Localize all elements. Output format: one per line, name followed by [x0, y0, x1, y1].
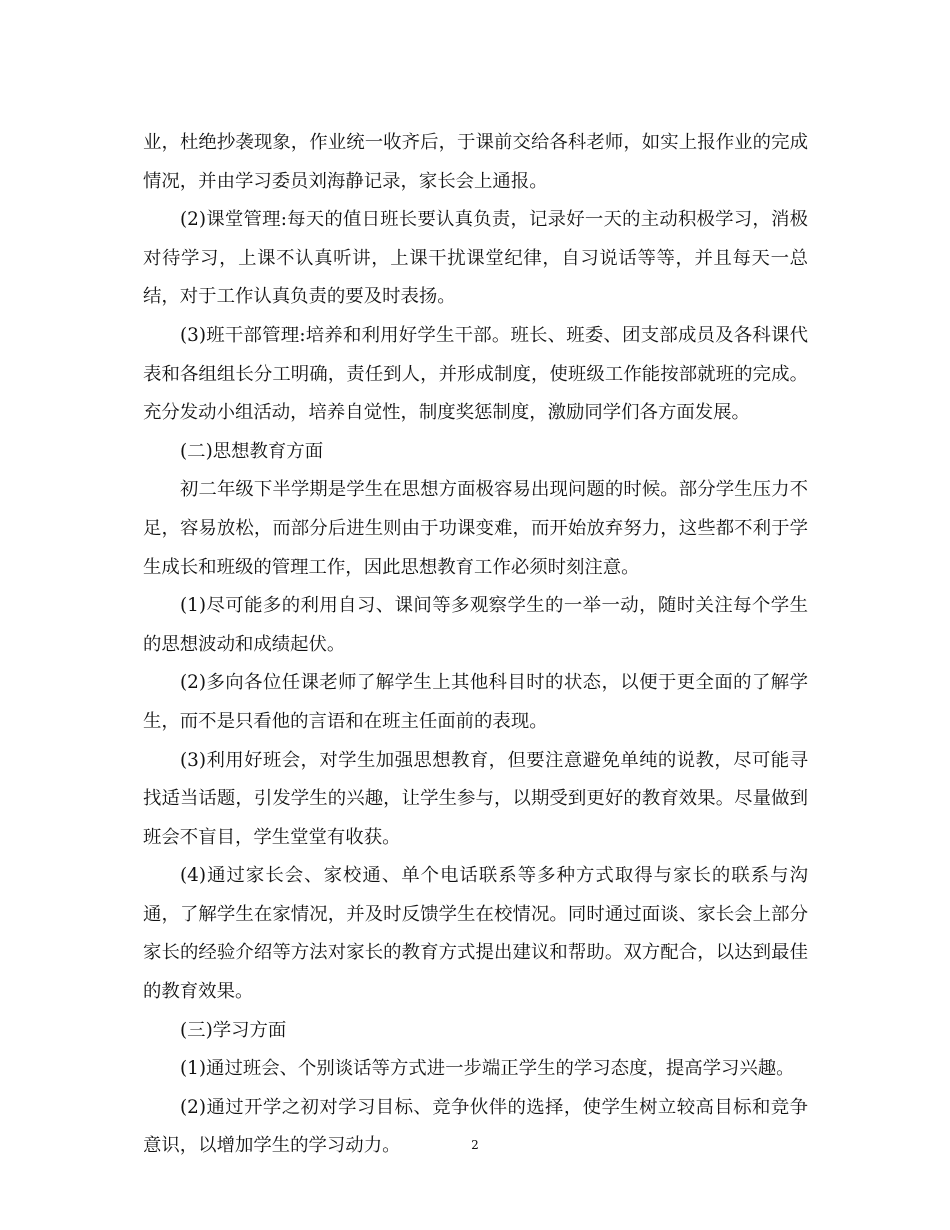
document-body — [143, 124, 808, 1166]
paragraph-classroom-management: (2)课堂管理:每天的值日班长要认真负责，记录好一天的主动积极学习，消极对待学习，上课不认真听讲，上课干扰课堂纪律，自习说话等等，并且每天一总结，对于工作认真负责的要及时表扬。 — [143, 209, 808, 308]
paragraph-homework-continued: 业，杜绝抄袭现象，作业统一收齐后，于课前交给各科老师，如实上报作业的完成情况，并由学习委员刘海静记录，家长会上通报。 — [143, 132, 808, 192]
section-heading-ideological-education: (二)思想教育方面 — [180, 440, 324, 462]
paragraph-ideological-intro: 初二年级下半学期是学生在思想方面极容易出现问题的时候。部分学生压力不足，容易放松，而部分后进生则由于功课变难，而开始放弃努力，这些都不利于学生成长和班级的管理工作，因此思想教育工作必须时刻注意。 — [143, 479, 808, 578]
paragraph-class-cadre-management: (3)班干部管理:培养和利用好学生干部。班长、班委、团支部成员及各科课代表和各组组长分工明确，责任到人，并形成制度，使班级工作能按部就班的完成。充分发动小组活动，培养自觉性，制度奖惩制度，激励同学们各方面发展。 — [143, 324, 808, 424]
page-number: 2 — [471, 1138, 479, 1152]
paragraph-study-item-2: (2)通过开学之初对学习目标、竞争伙伴的选择，使学生树立较高目标和竞争意识，以增加学生的学习动力。 — [143, 1096, 808, 1157]
section-heading-study: (三)学习方面 — [180, 1019, 287, 1041]
paragraph-study-item-1: (1)通过班会、个别谈话等方式进一步端正学生的学习态度，提高学习兴趣。 — [180, 1058, 795, 1080]
paragraph-ideological-item-3: (3)利用好班会，对学生加强思想教育，但要注意避免单纯的说教，尽可能寻找适当话题，引发学生的兴趣，让学生参与，以期受到更好的教育效果。尽量做到班会不盲目，学生堂堂有收获。 — [143, 749, 808, 848]
paragraph-ideological-item-4: (4)通过家长会、家校通、单个电话联系等多种方式取得与家长的联系与沟通，了解学生在家情况，并及时反馈学生在校情况。同时通过面谈、家长会上部分家长的经验介绍等方法对家长的教育方式提出建议和帮助。双方配合，以达到最佳的教育效果。 — [143, 865, 808, 1003]
paragraph-ideological-item-2: (2)多向各位任课老师了解学生上其他科目时的状态，以便于更全面的了解学生，而不是只看他的言语和在班主任面前的表现。 — [143, 672, 808, 732]
paragraph-ideological-item-1: (1)尽可能多的利用自习、课间等多观察学生的一举一动，随时关注每个学生的思想波动和成绩起伏。 — [143, 595, 808, 655]
